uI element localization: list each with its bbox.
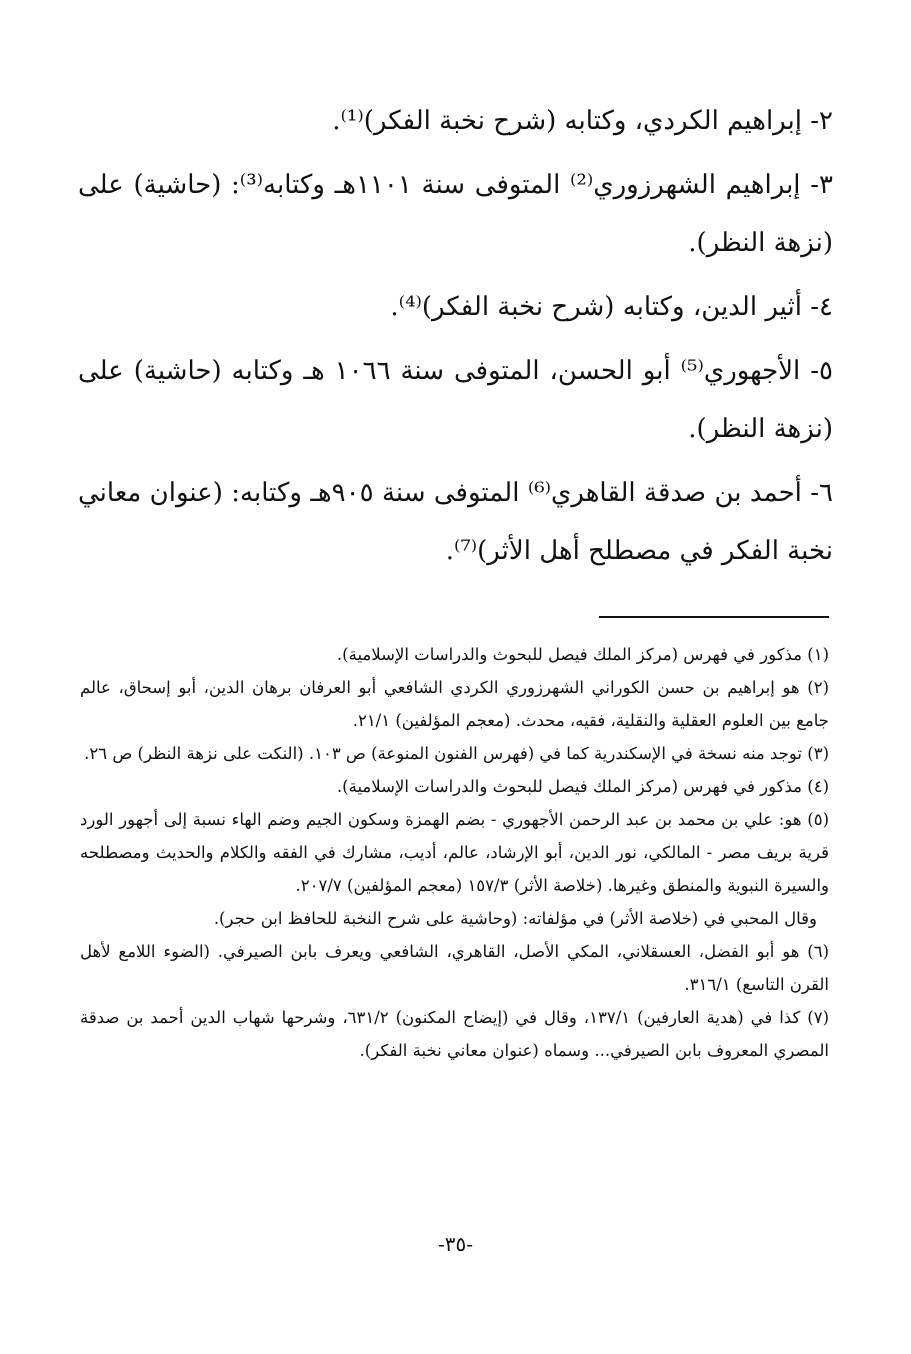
entry-6: ٦- أحمد بن صدقة القاهري⁽⁶⁾ المتوفى سنة ٩٠٥هـ وكتابه: (عنوان معاني نخبة الفكر في مصطلح أهل الأثر)⁽⁷⁾. [78, 478, 834, 566]
footnote-5-continuation: وقال المحبي في (خلاصة الأثر) في مؤلفاته: (وحاشية على شرح النخبة للحافظ ابن حجر). [213, 909, 817, 928]
footnote-1: (١) مذكور في فهرس (مركز الملك فيصل للبحوث والدراسات الإسلامية). [336, 645, 829, 664]
footnotes [80, 638, 829, 1067]
footnote-2: (٢) هو إبراهيم بن حسن الكوراني الشهرزوري الكردي الشافعي أبو العرفان برهان الدين، أبو إسحاق، عالم جامع بين العلوم العقلية والنقلية، فقيه، محدث. (معجم المؤلفين) ٢١/١. [80, 678, 829, 730]
entry-5: ٥- الأجهوري⁽⁵⁾ أبو الحسن، المتوفى سنة ١٠٦٦ هـ وكتابه (حاشية) على (نزهة النظر). [78, 356, 833, 444]
entry-2: ٢- إبراهيم الكردي، وكتابه (شرح نخبة الفكر)⁽¹⁾. [332, 106, 833, 136]
footnote-7: (٧) كذا في (هدية العارفين) ١٣٧/١، وقال في (إيضاح المكنون) ٦٣١/٢، وشرحها شهاب الدين أحمد بن صدقة المصري المعروف بابن الصيرفي... وسماه (عنوان معاني نخبة الفكر). [80, 1008, 830, 1060]
footnote-6: (٦) هو أبو الفضل، العسقلاني، المكي الأصل، القاهري، الشافعي ويعرف بابن الصيرفي. (الضوء اللامع لأهل القرن التاسع) ٣١٦/١. [80, 942, 829, 994]
footnote-5: (٥) هو: علي بن محمد بن عبد الرحمن الأجهوري - بضم الهمزة وسكون الجيم وضم الهاء نسبة إلى أجهور الورد قرية بريف مصر - المالكي، نور الدين، أبو الإرشاد، عالم، أديب، مشارك في الفقه والكلام والحديث ومصطلحه والسيرة النبوية والمنطق وغيرها. (خلاصة الأثر) ١٥٧/٣ (معجم المؤلفين) ٢٠٧/٧. [80, 810, 829, 895]
footnote-3: (٣) توجد منه نسخة في الإسكندرية كما في (فهرس الفنون المنوعة) ص ١٠٣. (النكت على نزهة النظر) ص ٢٦. [84, 744, 829, 763]
main-text [78, 92, 833, 586]
entry-4: ٤- أثير الدين، وكتابه (شرح نخبة الفكر)⁽⁴⁾. [390, 292, 833, 322]
page-number: -٣٥- [437, 1232, 473, 1256]
entry-3: ٣- إبراهيم الشهرزوري⁽²⁾ المتوفى سنة ١١٠١هـ وكتابه⁽³⁾: (حاشية) على (نزهة النظر). [78, 170, 833, 258]
footnote-separator [599, 616, 829, 618]
footnote-4: (٤) مذكور في فهرس (مركز الملك فيصل للبحوث والدراسات الإسلامية). [336, 777, 829, 796]
